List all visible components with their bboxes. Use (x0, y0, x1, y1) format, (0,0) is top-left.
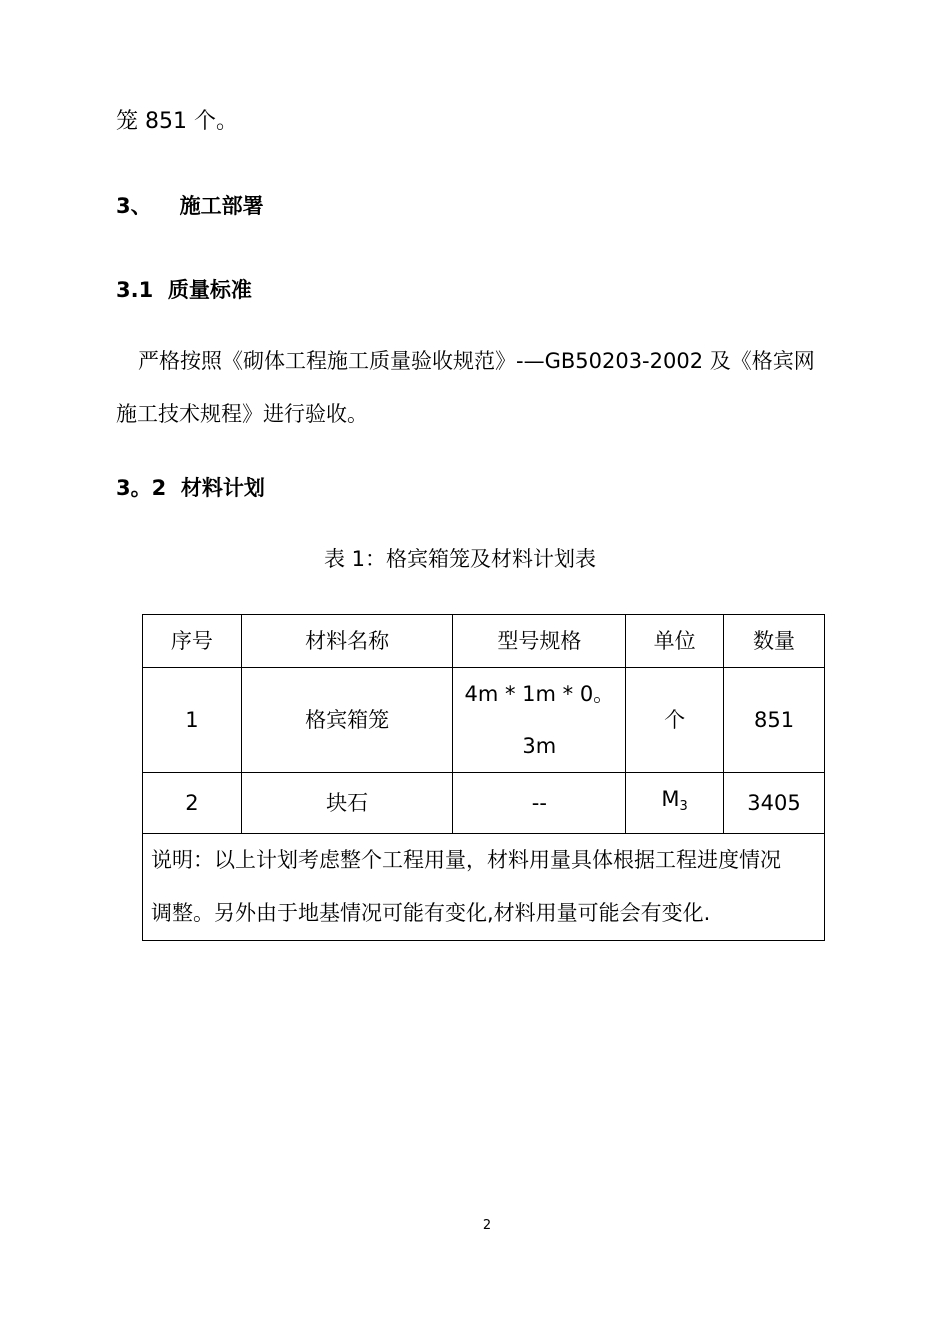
table-note-line-1: 说明：以上计划考虑整个工程用量，材料用量具体根据工程进度情况 (151, 848, 781, 872)
cell-unit: 个 (626, 668, 724, 773)
header-name: 材料名称 (241, 615, 453, 668)
cell-qty: 3405 (724, 773, 825, 834)
section-3-2-number: 3。2 (116, 476, 167, 500)
continuation-text: 笼 851 个。 (116, 109, 238, 134)
cell-spec: -- (453, 773, 626, 834)
unit-subscript: 3 (679, 799, 688, 814)
quality-paragraph-line-2: 施工技术规程》进行验收。 (116, 402, 368, 426)
table-row (143, 773, 825, 834)
table-header-row (143, 615, 825, 668)
table-note (143, 834, 825, 941)
cell-qty: 851 (724, 668, 825, 773)
cell-spec-line-1: 4m * 1m * 0。 (464, 682, 615, 706)
cell-spec-line-2: 3m (522, 734, 557, 758)
section-3-2-heading (116, 472, 265, 502)
section-3-heading (116, 190, 264, 220)
page-number: 2 (482, 1218, 492, 1233)
section-3-number: 3、 (116, 194, 152, 218)
material-plan-table (142, 614, 825, 941)
table-note-row (143, 834, 825, 941)
cell-name: 格宾箱笼 (241, 668, 453, 773)
section-3-2-title: 材料计划 (180, 476, 265, 500)
table-note-line-2: 调整。另外由于地基情况可能有变化,材料用量可能会有变化. (151, 901, 711, 925)
section-3-1-number: 3.1 (116, 278, 154, 302)
header-spec: 型号规格 (453, 615, 626, 668)
section-3-1-heading (116, 274, 252, 304)
table-caption: 表 1：格宾箱笼及材料计划表 (323, 547, 597, 571)
header-no: 序号 (143, 615, 242, 668)
section-3-1-title: 质量标准 (167, 278, 252, 302)
cell-spec (453, 668, 626, 773)
cell-name: 块石 (241, 773, 453, 834)
header-qty: 数量 (724, 615, 825, 668)
cell-unit (626, 773, 724, 834)
section-3-title: 施工部署 (179, 194, 264, 218)
header-unit: 单位 (626, 615, 724, 668)
unit-base: M (661, 787, 680, 811)
quality-paragraph-line-1: 严格按照《砌体工程施工质量验收规范》-—GB50203-2002 及《格宾网 (138, 349, 815, 373)
cell-no: 2 (143, 773, 242, 834)
table-row (143, 668, 825, 773)
cell-no: 1 (143, 668, 242, 773)
